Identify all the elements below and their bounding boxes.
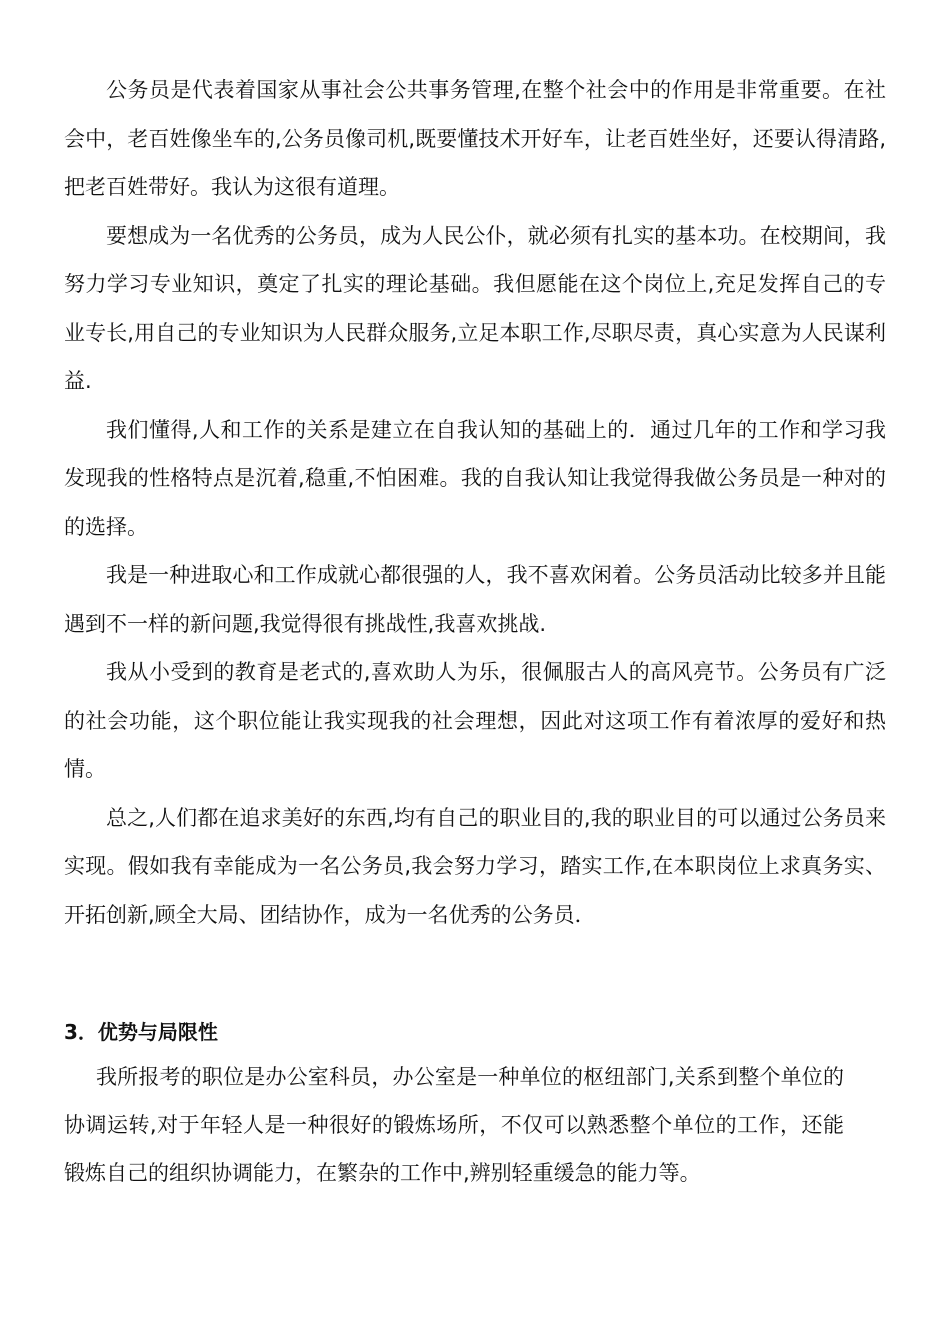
paragraph-4: 我是一种进取心和工作成就心都很强的人，我不喜欢闲着。公务员活动比较多并且能遇到不一样的新问题,我觉得很有挑战性,我喜欢挑战. bbox=[64, 563, 886, 636]
section-heading: 3．优势与局限性 bbox=[64, 1020, 218, 1044]
section-paragraph: 我所报考的职位是办公室科员，办公室是一种单位的枢纽部门,关系到整个单位的协调运转,对于年轻人是一种很好的锻炼场所，不仅可以熟悉整个单位的工作，还能锻炼自己的组织协调能力，在繁杂的工作中,辨别轻重缓急的能力等。 bbox=[64, 1065, 844, 1185]
paragraph-2: 要想成为一名优秀的公务员，成为人民公仆，就必须有扎实的基本功。在校期间，我努力学习专业知识，奠定了扎实的理论基础。我但愿能在这个岗位上,充足发挥自己的专业专长,用自己的专业知识为人民群众服务,立足本职工作,尽职尽责，真心实意为人民谋利益. bbox=[64, 223, 886, 393]
section-body bbox=[64, 1053, 844, 1197]
paragraph-3: 我们懂得,人和工作的关系是建立在自我认知的基础上的．通过几年的工作和学习我发现我的性格特点是沉着,稳重,不怕困难。我的自我认知让我觉得我做公务员是一种对的的选择。 bbox=[64, 417, 886, 539]
paragraph-6: 总之,人们都在追求美好的东西,均有自己的职业目的,我的职业目的可以通过公务员来实现。假如我有幸能成为一名公务员,我会努力学习，踏实工作,在本职岗位上求真务实、开拓创新,顾全大局、团结协作，成为一名优秀的公务员． bbox=[64, 805, 886, 927]
essay-body bbox=[64, 66, 886, 939]
paragraph-1: 公务员是代表着国家从事社会公共事务管理,在整个社会中的作用是非常重要。在社会中，老百姓像坐车的,公务员像司机,既要懂技术开好车，让老百姓坐好，还要认得清路,把老百姓带好。我认为这很有道理。 bbox=[64, 78, 886, 199]
paragraph-5: 我从小受到的教育是老式的,喜欢助人为乐，很佩服古人的高风亮节。公务员有广泛的社会功能，这个职位能让我实现我的社会理想，因此对这项工作有着浓厚的爱好和热情。 bbox=[64, 660, 886, 781]
